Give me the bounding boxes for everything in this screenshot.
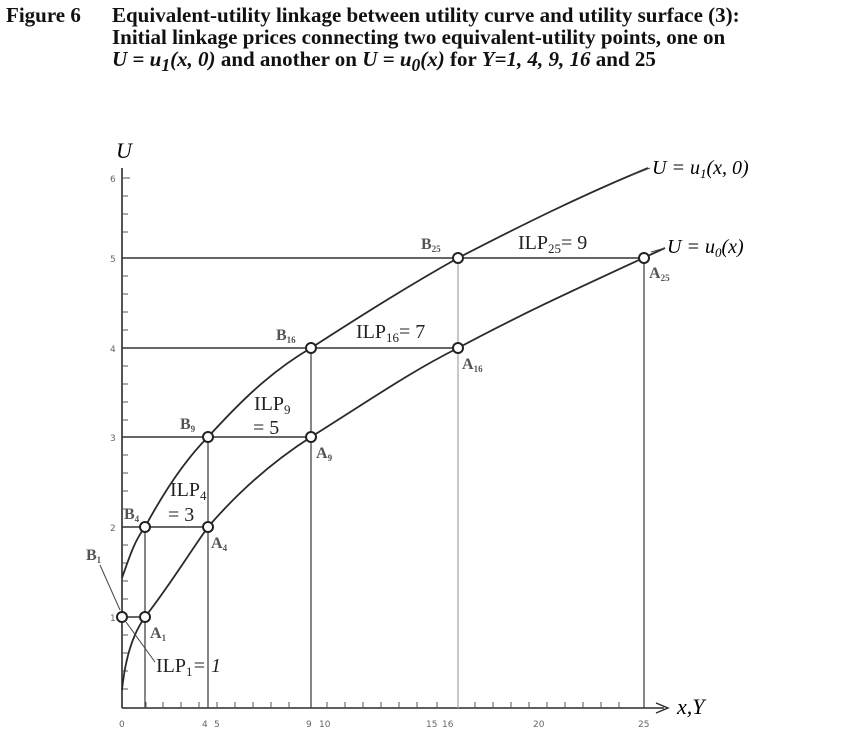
marker-b4 xyxy=(140,522,150,532)
ilp-1-value: = 1 xyxy=(192,655,221,677)
label-a4 xyxy=(211,535,228,553)
label-b9 xyxy=(180,416,196,434)
ilp-9-sub: 9 xyxy=(284,402,291,417)
curve-u0 xyxy=(122,248,665,690)
point-labels xyxy=(86,236,670,643)
label-b4-main: B xyxy=(124,506,135,523)
label-a1 xyxy=(150,625,167,643)
marker-b9 xyxy=(203,432,213,442)
y-tick-2: 2 xyxy=(110,524,116,534)
caption-line-2: Initial linkage prices connecting two equivalent-utility points, one on xyxy=(112,25,726,49)
y-tick-1: 1 xyxy=(110,614,116,624)
curve-u0-label xyxy=(667,236,744,260)
ilp-labels xyxy=(156,232,587,679)
label-b9-sub: 9 xyxy=(190,424,196,434)
x-tick-15: 15 xyxy=(426,720,438,730)
y-tick-6: 6 xyxy=(110,175,116,185)
caption-eq-u1-args: (x, 0) xyxy=(170,47,216,71)
ilp-16-main: ILP xyxy=(356,321,386,343)
label-a16-main: A xyxy=(462,356,474,373)
caption-y-values: Y=1, 4, 9, 16 xyxy=(481,47,591,71)
ilp-25-main: ILP xyxy=(518,232,548,254)
curve-u0-label-main: U = u xyxy=(667,236,715,258)
label-a25 xyxy=(649,265,670,283)
caption-eq-u0: U = u xyxy=(362,47,412,71)
caption-text-for: for xyxy=(444,47,482,71)
ilp-9-main: ILP xyxy=(254,393,284,415)
ilp-16-value: = 7 xyxy=(399,321,426,343)
y-tick-5: 5 xyxy=(110,255,116,265)
label-a9-sub: 9 xyxy=(327,453,333,463)
label-a25-sub: 25 xyxy=(660,273,670,283)
label-b4-sub: 4 xyxy=(134,514,140,524)
label-b9-main: B xyxy=(180,416,191,433)
x-tick-4: 4 xyxy=(202,720,208,730)
marker-a4 xyxy=(203,522,213,532)
y-tick-3: 3 xyxy=(110,434,116,444)
label-a9 xyxy=(316,445,333,463)
label-a16-sub: 16 xyxy=(473,364,483,374)
marker-b25 xyxy=(453,253,463,263)
curve-u1-label-sub: 1 xyxy=(699,166,707,181)
label-b16-sub: 16 xyxy=(286,335,296,345)
marker-a16 xyxy=(453,343,463,353)
ilp-1-label xyxy=(156,655,221,679)
x-axis-ticks xyxy=(146,702,619,708)
curve-u1-label-rest: (x, 0) xyxy=(706,157,749,179)
marker-a25 xyxy=(639,253,649,263)
ilp-4-value: = 3 xyxy=(168,504,195,526)
caption-eq-u0-sub: 0 xyxy=(411,55,421,76)
x-tick-20: 20 xyxy=(533,720,545,730)
label-b1 xyxy=(86,547,102,565)
label-b25-main: B xyxy=(421,236,432,253)
curve-u1 xyxy=(122,168,648,578)
x-tick-10: 10 xyxy=(319,720,331,730)
caption-eq-u1-sub: 1 xyxy=(161,55,171,76)
label-a16 xyxy=(462,356,483,374)
ilp-16-label xyxy=(356,321,425,345)
caption-eq-u1: U = u xyxy=(112,47,162,71)
marker-b1 xyxy=(117,612,127,622)
caption-line-1: Equivalent-utility linkage between utility curve and utility surface (3): xyxy=(112,3,740,27)
curve-u1-label-main: U = u xyxy=(652,157,700,179)
caption-text-end: and 25 xyxy=(590,47,656,71)
ilp-1-sub: 1 xyxy=(186,664,193,679)
x-tick-16: 16 xyxy=(442,720,454,730)
label-b1-sub: 1 xyxy=(96,555,102,565)
label-b25 xyxy=(421,236,441,254)
caption-text-and: and another on xyxy=(215,47,363,71)
ilp-9-label xyxy=(254,393,291,417)
label-a4-sub: 4 xyxy=(222,543,228,553)
ilp-25-value: = 9 xyxy=(561,232,588,254)
label-b4 xyxy=(124,506,140,524)
ilp-4-sub: 4 xyxy=(200,488,207,503)
ilp-1-main: ILP xyxy=(156,655,186,677)
curve-u0-label-rest: (x) xyxy=(721,236,744,258)
x-tick-25: 25 xyxy=(638,720,650,730)
y-tick-4: 4 xyxy=(110,345,116,355)
curve-u1-label xyxy=(652,157,749,181)
ilp-25-label xyxy=(518,232,587,256)
curve-u0-label-sub: 0 xyxy=(714,245,722,260)
ilp-9-value: = 5 xyxy=(253,417,280,439)
figure-number: Figure 6 xyxy=(6,3,81,27)
label-a4-main: A xyxy=(211,535,223,552)
caption-eq-u0-args: (x) xyxy=(420,47,445,71)
label-a9-main: A xyxy=(316,445,328,462)
label-a1-sub: 1 xyxy=(161,633,167,643)
x-tick-0: 0 xyxy=(119,720,125,730)
label-b16-main: B xyxy=(276,327,287,344)
ilp-4-main: ILP xyxy=(170,479,200,501)
horizontal-guides xyxy=(122,258,644,617)
marker-a9 xyxy=(306,432,316,442)
label-a25-main: A xyxy=(649,265,661,282)
label-a1-main: A xyxy=(150,625,162,642)
label-b1-main: B xyxy=(86,547,97,564)
y-axis-label: U xyxy=(116,138,132,163)
ilp-16-sub: 16 xyxy=(386,330,399,345)
x-tick-9: 9 xyxy=(306,720,312,730)
label-b25-sub: 25 xyxy=(431,244,441,254)
x-axis-label: x,Y xyxy=(677,694,705,719)
marker-b16 xyxy=(306,343,316,353)
ilp-4-label xyxy=(170,479,207,503)
x-tick-5: 5 xyxy=(214,720,220,730)
ilp-25-sub: 25 xyxy=(548,241,561,256)
label-b16 xyxy=(276,327,296,345)
marker-a1 xyxy=(140,612,150,622)
vertical-guides xyxy=(145,258,644,708)
